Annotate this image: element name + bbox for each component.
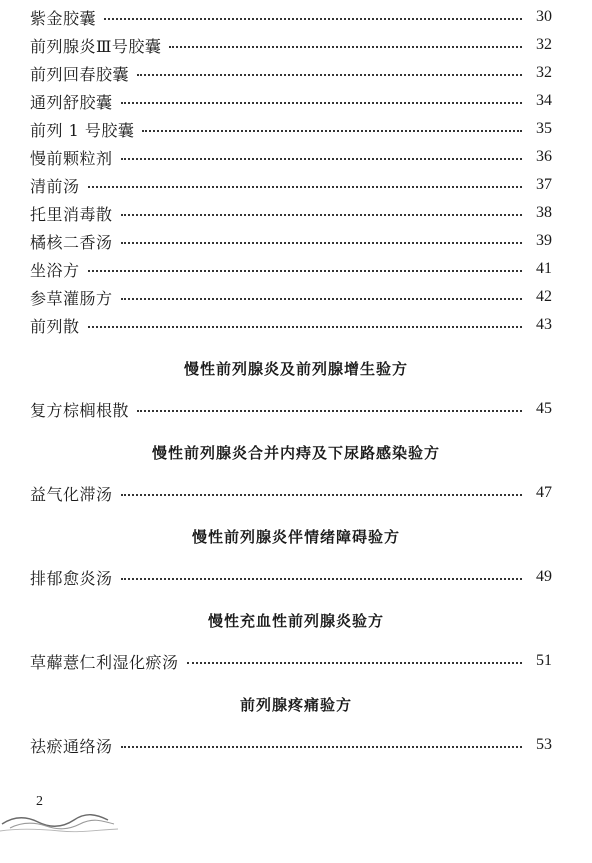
entry-page: 32 [536, 36, 552, 53]
entry-title: 参草灌肠方 [30, 288, 113, 308]
section-heading: 前列腺疼痛验方 [239, 696, 352, 714]
toc-entry [30, 174, 552, 196]
dot-leader [121, 578, 522, 580]
dot-leader [187, 662, 522, 664]
page-number: 2 [36, 794, 43, 809]
entry-page: 43 [536, 316, 552, 333]
section-heading: 慢性前列腺炎及前列腺增生验方 [183, 360, 408, 378]
section-heading: 慢性前列腺炎伴情绪障碍验方 [191, 528, 400, 546]
entry-title: 前列回春胶囊 [30, 64, 130, 84]
dot-leader [121, 214, 522, 216]
dot-leader [88, 326, 522, 328]
toc-entry [30, 34, 552, 56]
dot-leader [121, 158, 522, 160]
toc-entry [30, 146, 552, 168]
toc-entry [30, 482, 552, 504]
entry-title: 橘核二香汤 [30, 232, 113, 252]
toc-entry [30, 230, 552, 252]
entry-page: 30 [536, 8, 552, 25]
entry-title: 祛瘀通络汤 [30, 736, 113, 756]
entry-page: 53 [536, 736, 552, 753]
section-heading: 慢性前列腺炎合并内痔及下尿路感染验方 [151, 444, 440, 462]
toc-entry [30, 566, 552, 588]
entry-title: 通列舒胶囊 [30, 92, 113, 112]
dot-leader [137, 410, 522, 412]
dot-leader [88, 186, 522, 188]
toc-entry [30, 62, 552, 84]
entry-title: 益气化滞汤 [30, 484, 113, 504]
dot-leader [142, 130, 522, 132]
entry-title: 紫金胶囊 [30, 8, 97, 28]
toc-entry [30, 90, 552, 112]
toc-entry [30, 118, 552, 140]
wave-ornament-icon [0, 810, 120, 834]
entry-page: 51 [536, 652, 552, 669]
entry-title: 前列散 [30, 316, 80, 336]
entry-title: 坐浴方 [30, 260, 80, 280]
entry-page: 45 [536, 400, 552, 417]
entry-page: 35 [536, 120, 552, 137]
toc-entry [30, 314, 552, 336]
entry-page: 34 [536, 92, 552, 109]
entry-page: 36 [536, 148, 552, 165]
dot-leader [121, 298, 522, 300]
entry-title: 慢前颗粒剂 [30, 148, 113, 168]
entry-title: 前列 1 号胶囊 [30, 120, 135, 140]
entry-title: 草薢薏仁利湿化瘀汤 [30, 652, 179, 672]
dot-leader [137, 74, 522, 76]
entry-title: 清前汤 [30, 176, 80, 196]
toc-entry [30, 734, 552, 756]
dot-leader [121, 494, 522, 496]
entry-page: 37 [536, 176, 552, 193]
toc-entry [30, 650, 552, 672]
dot-leader [121, 102, 522, 104]
toc-entry [30, 258, 552, 280]
dot-leader [121, 242, 522, 244]
entry-page: 39 [536, 232, 552, 249]
dot-leader [121, 746, 522, 748]
entry-page: 42 [536, 288, 552, 305]
toc-entry [30, 6, 552, 28]
toc-entry [30, 286, 552, 308]
entry-page: 32 [536, 64, 552, 81]
dot-leader [104, 18, 522, 20]
entry-title: 排郁愈炎汤 [30, 568, 113, 588]
entry-page: 41 [536, 260, 552, 277]
entry-page: 38 [536, 204, 552, 221]
dot-leader [169, 46, 522, 48]
entry-title: 复方棕榈根散 [30, 400, 130, 420]
entry-title: 托里消毒散 [30, 204, 113, 224]
entry-page: 47 [536, 484, 552, 501]
toc-entry [30, 398, 552, 420]
dot-leader [88, 270, 522, 272]
entry-title: 前列腺炎Ⅲ号胶囊 [30, 36, 162, 56]
toc-entry [30, 202, 552, 224]
entry-page: 49 [536, 568, 552, 585]
section-heading: 慢性充血性前列腺炎验方 [207, 612, 384, 630]
